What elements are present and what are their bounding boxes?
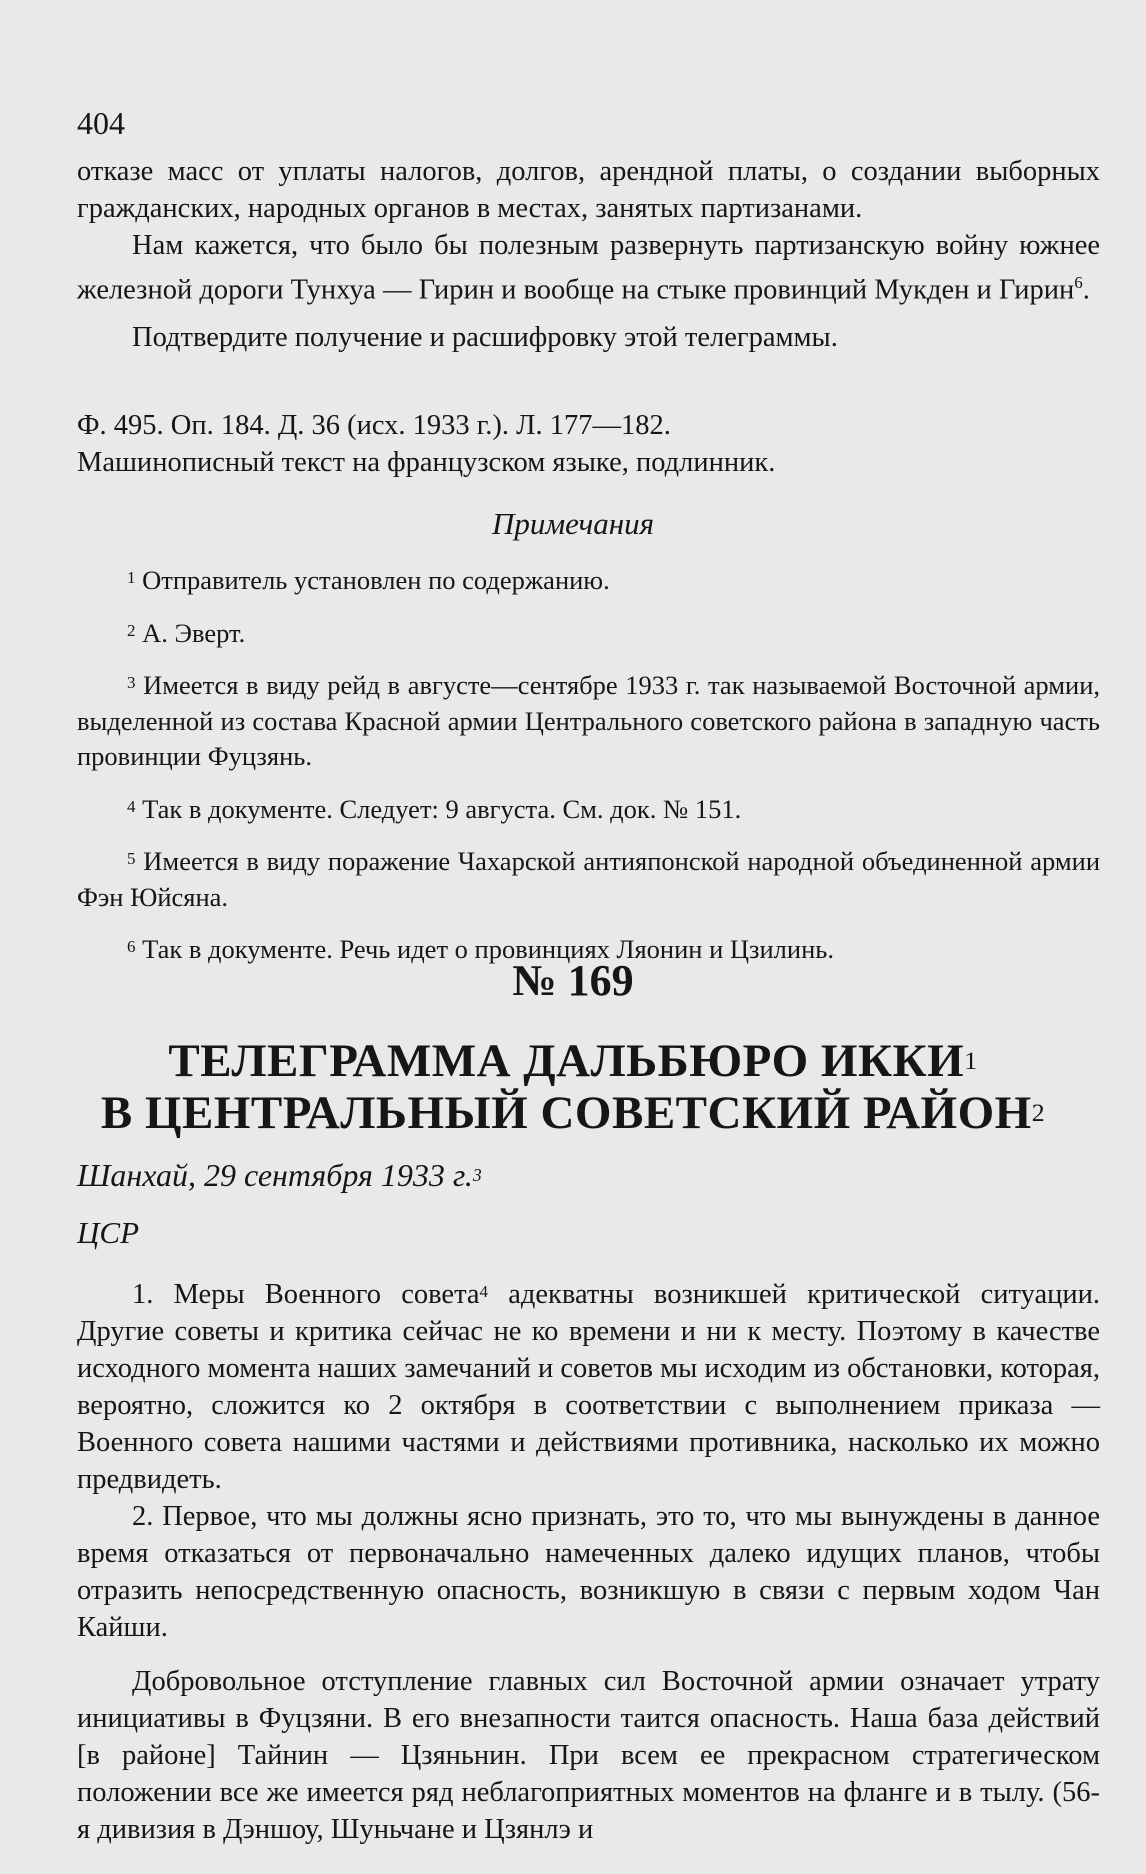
title-line-2 [0, 1087, 1146, 1139]
note-text: Имеется в виду рейд в августе—сентябре 1933 г. так называемой Восточной армии, выделенной из состава Красной армии Центрального советского района в западную часть провинции Фуцзянь. [77, 670, 1101, 771]
note-number: 3 [127, 673, 136, 692]
note-item [77, 792, 1100, 828]
notes-list [77, 563, 1100, 985]
archive-reference: Ф. 495. Оп. 184. Д. 36 (исх. 1933 г.). Л. 177—182. [77, 410, 671, 441]
place-date-text: Шанхай, 29 сентября 1933 г. [77, 1157, 473, 1193]
page-number: 404 [77, 105, 125, 141]
note-text: Имеется в виду поражение Чахарской антияпонской народной объединенной армии Фэн Юйсяна. [77, 846, 1100, 912]
footnote-ref-4: 4 [479, 1282, 489, 1301]
note-text: Отправитель установлен по содержанию. [142, 565, 610, 595]
title-line-1-text: ТЕЛЕГРАММА ДАЛЬБЮРО ИККИ [168, 1035, 965, 1087]
notes-heading: Примечания [491, 506, 655, 541]
body-paragraph-3: Добровольное отступление главных сил Восточной армии означает утрату инициативы в Фуцзяни. В его внезапности таится опасность. Наша база действий [в районе] Тайнин — Цзяньнин. При всем ее прекрасном стратегическом положении все же имеется ряд неблагоприятных моментов на фланге и в тылу. (56-я дивизия в Дэншоу, Шуньчане и Цзянлэ и [77, 1666, 1100, 1845]
intro-paragraph-2-text: Нам кажется, что было бы полезным развернуть партизанскую войну южнее железной дороги Тунхуа — Гирин и вообще на стыке провинций Мукден и Гирин [77, 230, 1100, 306]
intro-paragraph-3: Подтвердите получение и расшифровку этой телеграммы. [132, 321, 838, 353]
source-note: Машинописный текст на французском языке, подлинник. [77, 447, 776, 478]
body-paragraph-2: 2. Первое, что мы должны ясно признать, это то, что мы вынуждены в данное время отказаться от первоначально намеченных далеко идущих планов, чтобы отразить непосредственную опасность, возникшую в связи с первым ходом Чан Кайши. [77, 1501, 1100, 1643]
note-number: 6 [127, 937, 136, 956]
note-item [77, 844, 1100, 915]
note-number: 2 [127, 620, 136, 640]
note-number: 4 [127, 796, 136, 816]
place-footnote-ref-3: 3 [472, 1165, 482, 1185]
footnote-ref-6: 6 [1074, 273, 1083, 292]
place-date [77, 1155, 482, 1195]
note-number: 5 [127, 849, 136, 868]
intro-paragraph-2-tail: . [1082, 274, 1090, 306]
addressee: ЦСР [77, 1215, 139, 1250]
note-text: А. Эверт. [142, 617, 246, 648]
archive-info [77, 407, 1100, 481]
intro-text [77, 153, 1100, 356]
intro-paragraph-1: отказе масс от уплаты налогов, долгов, арендной платы, о создании выборных гражданских, народных органов в местах, занятых партизанами. [77, 156, 1100, 224]
note-text: Так в документе. Следует: 9 августа. См. док. № 151. [142, 793, 742, 824]
title-line-2-text: В ЦЕНТРАЛЬНЫЙ СОВЕТСКИЙ РАЙОН [100, 1087, 1032, 1139]
body-paragraph-1-rest: адекватны возникшей критической ситуации. Другие советы и критика сейчас не ко времени и ни к месту. Поэтому в качестве исходного момента наших замечаний и советов мы исходим из обстановки, которая, вероятно, сложится ко 2 октября в соответствии с выполнением приказа — Военного совета нашими частями и действиями противника, насколько их можно предвидеть. [77, 1279, 1100, 1495]
intro-paragraph-2 [77, 227, 1100, 309]
note-item [77, 616, 1100, 652]
title-footnote-ref-2: 2 [1031, 1098, 1046, 1127]
title-line-1 [0, 1035, 1146, 1087]
note-number: 1 [127, 568, 136, 587]
body-paragraph-1-start: 1. Меры Военного совета [132, 1279, 480, 1310]
document-body [77, 1276, 1100, 1848]
document-number: № 169 [512, 956, 634, 1005]
note-item [77, 563, 1100, 599]
body-paragraph-1 [77, 1276, 1100, 1498]
note-item [77, 668, 1100, 775]
title-footnote-ref-1: 1 [964, 1046, 978, 1075]
note-text: Так в документе. Речь идет о провинциях Ляонин и Цзилинь. [142, 934, 834, 964]
document-title [0, 1035, 1146, 1139]
